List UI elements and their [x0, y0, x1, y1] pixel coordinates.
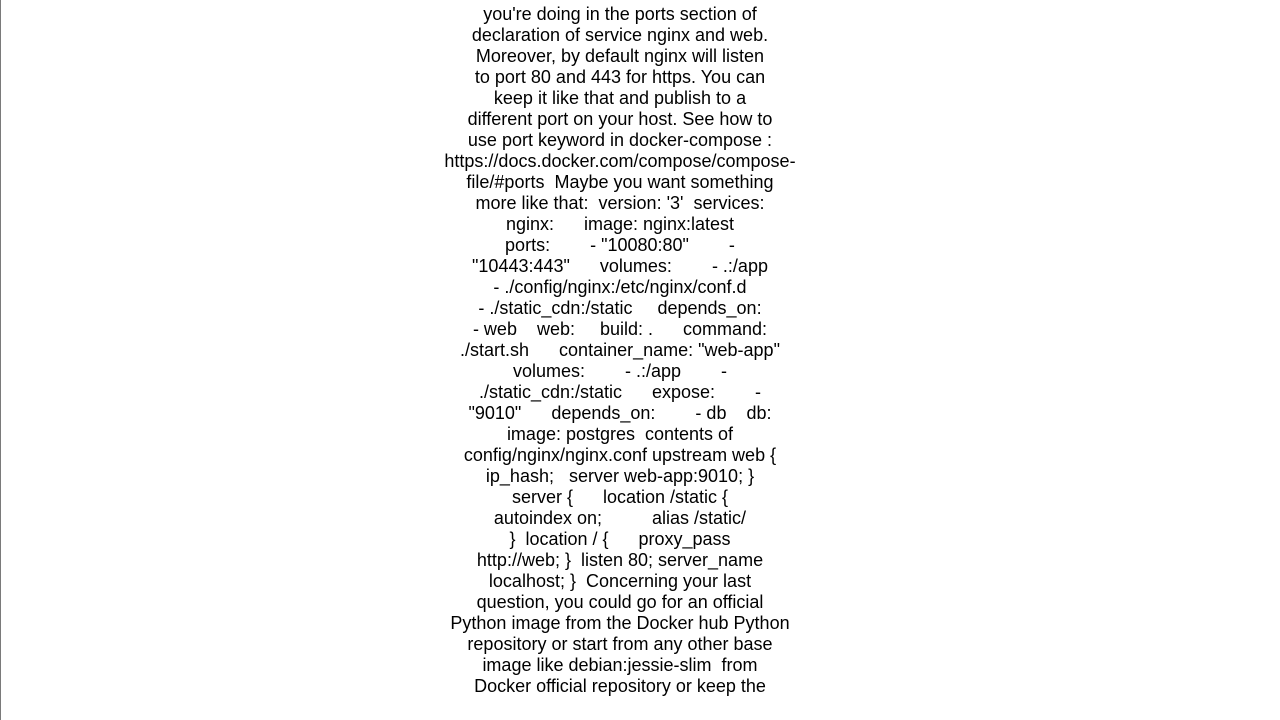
answer-text-line: config/nginx/nginx.conf upstream web {	[463, 445, 777, 465]
answer-text-line: repository or start from any other base	[467, 634, 773, 654]
answer-text-line: volumes: - .:/app -	[512, 361, 728, 381]
window-left-border	[0, 0, 1, 720]
answer-text-line: "9010" depends_on: - db db:	[468, 403, 772, 423]
answer-text-line: - ./static_cdn:/static depends_on:	[478, 298, 762, 318]
answer-text-line: ./static_cdn:/static expose: -	[478, 382, 762, 402]
answer-text-line: ip_hash; server web-app:9010; }	[485, 466, 755, 486]
answer-text-line: Moreover, by default nginx will listen	[475, 46, 765, 66]
answer-text-line: question, you could go for an official	[476, 592, 764, 612]
answer-text-line: - ./config/nginx:/etc/nginx/conf.d	[493, 277, 747, 297]
answer-text-line: use port keyword in docker-compose :	[467, 130, 773, 150]
answer-text-line: localhost; } Concerning your last	[488, 571, 752, 591]
answer-text-line: autoindex on; alias /static/	[493, 508, 747, 528]
answer-text-line: image: postgres contents of	[506, 424, 734, 444]
answer-text-viewport[interactable]	[300, 0, 940, 696]
answer-text-line: server { location /static {	[511, 487, 729, 507]
answer-text-line: ports: - "10080:80" -	[505, 235, 735, 255]
answer-text-line: "10443:443" volumes: - .:/app	[472, 256, 768, 276]
answer-text-line: file/#ports Maybe you want something	[466, 172, 774, 192]
answer-text-line: } location / { proxy_pass	[509, 529, 731, 549]
answer-text-line: more like that: version: '3' services:	[475, 193, 765, 213]
answer-text-line: you're doing in the ports section of	[483, 4, 757, 24]
answer-text-line: image like debian:jessie-slim from	[482, 655, 758, 675]
answer-text-line: keep it like that and publish to a	[493, 88, 747, 108]
answer-text-line: Python image from the Docker hub Python	[450, 613, 790, 633]
answer-text-line: ./start.sh container_name: "web-app"	[460, 340, 780, 360]
answer-text-line: - web web: build: . command:	[472, 319, 768, 339]
answer-text	[300, 0, 940, 697]
answer-text-line: http://web; } listen 80; server_name	[476, 550, 764, 570]
answer-text-line: different port on your host. See how to	[467, 109, 773, 129]
answer-text-line: declaration of service nginx and web.	[471, 25, 769, 45]
answer-text-line: https://docs.docker.com/compose/compose-	[444, 151, 796, 171]
answer-text-line: nginx: image: nginx:latest	[505, 214, 735, 234]
answer-text-line: to port 80 and 443 for https. You can	[474, 67, 766, 87]
answer-text-line: Docker official repository or keep the	[474, 676, 766, 696]
